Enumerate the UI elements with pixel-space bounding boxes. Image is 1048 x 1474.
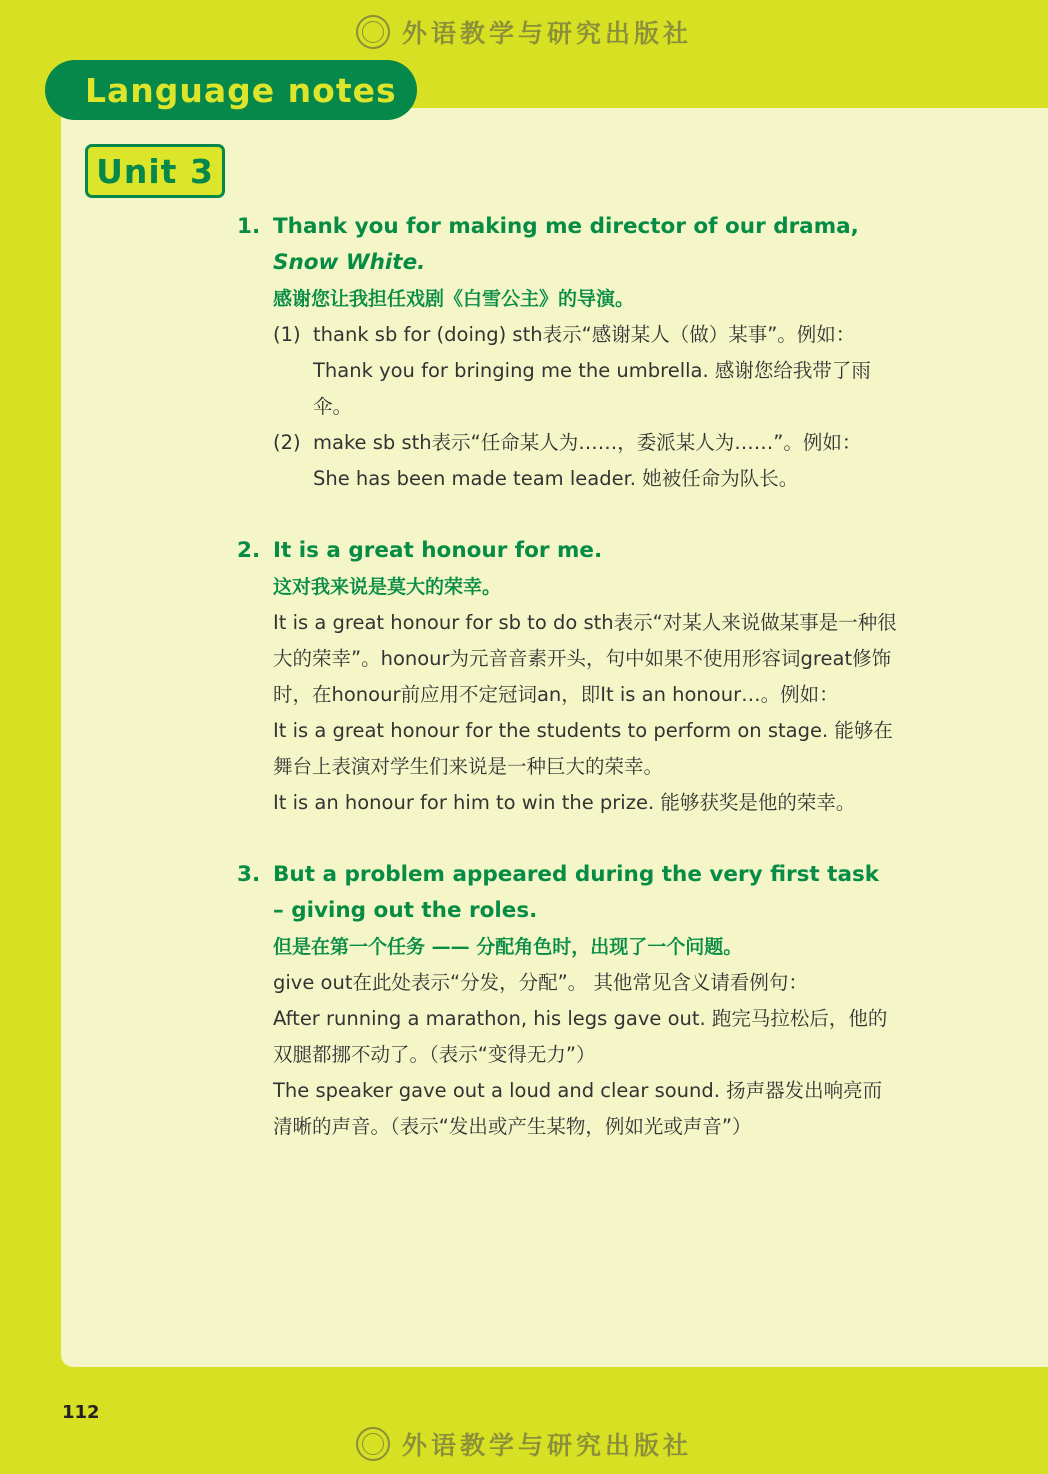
note-paragraph: It is a great honour for the students to perform on stage. 能够在舞台上表演对学生们来说是一种巨大的荣幸。 <box>273 719 893 778</box>
note-3 <box>237 857 897 1145</box>
section-header <box>45 60 417 120</box>
note-translation: 但是在第一个任务 —— 分配角色时，出现了一个问题。 <box>273 936 743 958</box>
page-number: 112 <box>62 1402 100 1423</box>
subitem-example: She has been made team leader. 她被任命为队长。 <box>313 467 799 490</box>
note-title-text: But a problem appeared during the very first task – giving out the roles. <box>273 862 880 923</box>
note-translation: 感谢您让我担任戏剧《白雪公主》的导演。 <box>273 288 635 310</box>
note-paragraph: After running a marathon, his legs gave out. 跑完马拉松后，他的双腿都挪不动了。（表示“变得无力”） <box>273 1007 888 1066</box>
unit-badge <box>85 144 225 198</box>
publisher-footer <box>0 1422 1048 1466</box>
note-paragraph: The speaker gave out a loud and clear sound. 扬声器发出响亮而清晰的声音。（表示“发出或产生某物，例如光或声音”） <box>273 1079 883 1138</box>
note-number: 2. <box>237 538 261 563</box>
publisher-header <box>0 10 1048 54</box>
note-title <box>237 533 897 569</box>
note-paragraph: It is a great honour for sb to do sth表示“对某人来说做某事是一种很大的荣幸”。honour为元音音素开头，句中如果不使用形容词great修饰时，在honour前应用不定冠词an，即It is an honour…。例如： <box>273 611 897 706</box>
note-number: 1. <box>237 214 261 239</box>
note-translation: 这对我来说是莫大的荣幸。 <box>273 576 502 598</box>
note-title <box>237 857 897 929</box>
note-2 <box>237 533 897 821</box>
note-subitem <box>237 317 897 353</box>
subitem-text: thank sb for (doing) sth表示“感谢某人（做）某事”。例如： <box>313 323 856 346</box>
subitem-text: make sb sth表示“任命某人为……，委派某人为……”。例如： <box>313 431 862 454</box>
note-paragraph: It is an honour for him to win the prize. 能够获奖是他的荣幸。 <box>273 791 856 814</box>
publisher-logo-icon <box>356 15 390 49</box>
note-title-text: Thank you for making me director of our drama, <box>273 214 859 239</box>
publisher-logo-icon <box>356 1427 390 1461</box>
notes-content <box>237 209 897 1181</box>
subitem-example: Thank you for bringing me the umbrella. 感谢您给我带了雨伞。 <box>313 359 871 418</box>
subitem-number: (2) <box>273 431 301 454</box>
note-title-italic: Snow White. <box>273 250 426 275</box>
publisher-name: 外语教学与研究出版社 <box>401 1431 692 1460</box>
note-1 <box>237 209 897 497</box>
note-number: 3. <box>237 862 261 887</box>
note-subitem <box>237 425 897 461</box>
publisher-name: 外语教学与研究出版社 <box>401 19 692 48</box>
unit-label: Unit 3 <box>96 151 214 191</box>
section-title: Language notes <box>85 70 397 110</box>
note-title <box>237 209 897 281</box>
subitem-number: (1) <box>273 323 301 346</box>
note-paragraph: give out在此处表示“分发，分配”。 其他常见含义请看例句： <box>273 971 808 994</box>
note-title-text: It is a great honour for me. <box>273 538 603 563</box>
